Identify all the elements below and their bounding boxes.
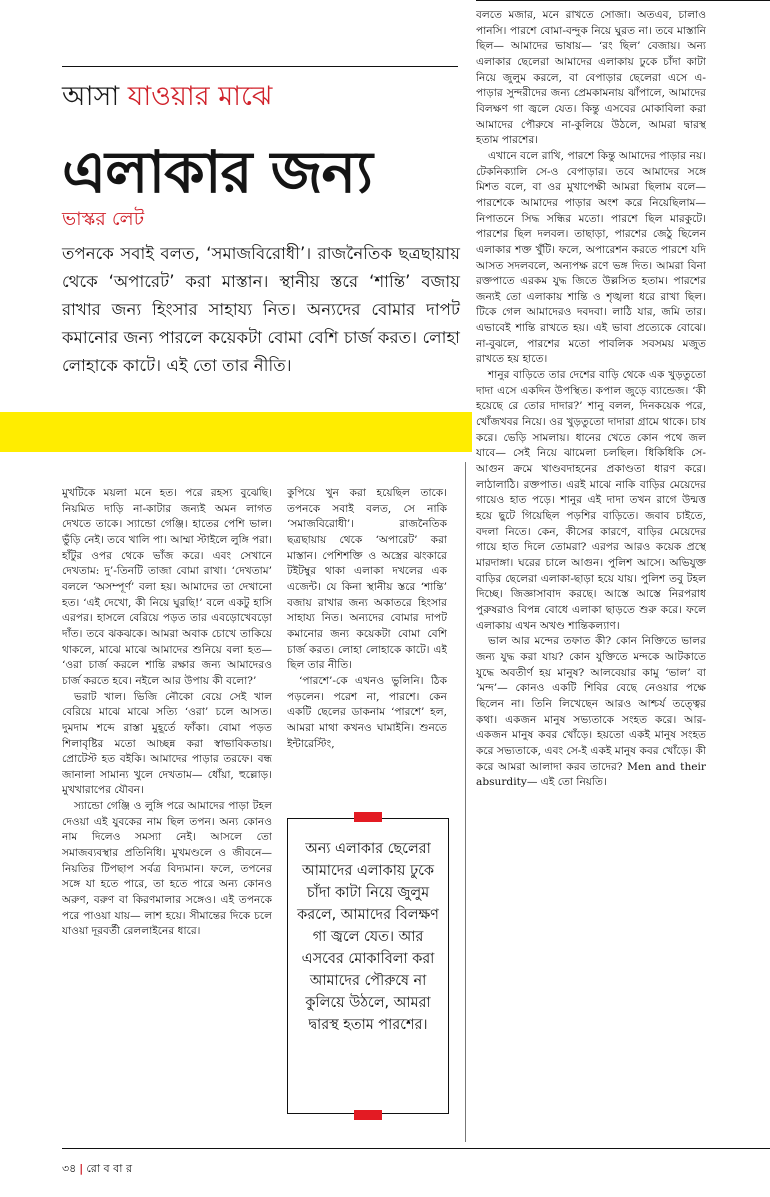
series-title-part1: আসা: [62, 81, 120, 112]
series-title: [62, 76, 272, 121]
intro-standfirst: তপনকে সবাই বলত, ‘সমাজবিরোধী’। রাজনৈতিক ছত্রছায়ায় থেকে ‘অপারেট’ করা মাস্তান। স্থানীয় স্তরে ‘শান্তি’ বজায় রাখার জন্য হিংসার সাহায্য নিত। অন্যদের বোমার দাপট কমানোর জন্য পারলে কয়েকটা বোমা বেশি চার্জ করত। লোহা লোহাকে কাটে। এই তো তার নীতি।: [62, 244, 460, 375]
series-title-part2: যাওয়ার মাঝে: [127, 81, 273, 112]
paragraph: ‘পারশে’-কে এখনও ভুলিনি। ঠিক পড়লেন। পরেশ না, পারশে। কেন একটি ছেলের ডাকনাম ‘পারশে’ হল, আমরা মাথা কখনও ঘামাইনি। শুনতে ইন্টারেস্টিং,: [287, 674, 447, 750]
footer-separator: |: [79, 1162, 84, 1175]
paragraph: এখানে বলে রাখি, পারশে কিন্তু আমাদের পাড়ার নয়। টেকনিক্যালি সে-ও বেপাড়ার। তবে আমাদের সঙ্গে মিশত বলে, বা ওর মুখাপেক্ষী আমরা ছিলাম বলে— পারশেকে আমাদের পাড়ার অংশ করে নিয়েছিলাম— নিপাতনে সিদ্ধ সন্ধির মতো। পারশে ছিল মারকুটে। পারশের ছিল দলবল। তাছাড়া, পারশের জেঠু ছিলেন এলাকার শক্ত খুঁটি। ফলে, অপারেশন করতে পারশে যদি আসত সদলবলে, অন্যপক্ষ রণে ভঙ্গ দিত। আমরা বিনা রক্তপাতে এরকম যুদ্ধ জিতে উল্লসিত হতাম। পারশের জন্যই তো এলাকায় শান্তি ও শৃঙ্খলা ধরে রাখা ছিল। টিকে গেল আমাদেরও দবদবা। লাঠি যার, জমি তার। এভাবেই শান্তি রাখতে হয়। এই ভাবা প্রত্যেকে বোঝে। না-বুঝলে, পারশের মতো পাবলিক সবসময় মজুত রাখতে হয় হাতে।: [476, 149, 706, 366]
paragraph: কুপিয়ে খুন করা হয়েছিল তাকে। তপনকে সবাই বলত, সে নাকি ‘সমাজবিরোধী’। রাজনৈতিক ছত্রছায়ায় থেকে ‘অপারেট’ করা মাস্তান। পেশিশক্তি ও অস্ত্রের ঝংকারে টইটম্বুর থাকা এলাকা দখলের এক এজেন্ট। যে কিনা স্থানীয় স্তরে ‘শান্তি’ বজায় রাখার জন্য অকাতরে হিংসার সাহায্য নিত। অন্যদের বোমার দাপট কমানোর জন্য কয়েকটা বোমা বেশি চার্জ করত। লোহা লোহাকে কাটে। এই ছিল তার নীতি।: [287, 487, 447, 672]
paragraph: শানুর বাড়িতে তার দেশের বাড়ি থেকে এক খুড়তুতো দাদা এসে একদিন উপস্থিত। কপাল জুড়ে ব্যান্ডেজ। ‘কী হয়েছে রে তোর দাদার?’ শানু বলল, দিনকয়েক পরে, খোঁজখবর নিয়ে। ওর খুড়তুতো দাদারা গ্রামে থাকে। চাষ করে। ভেড়ি সামলায়। ধানের খেতে কোন পথে জল যাবে— সেই নিয়ে ঝামেলা চলছিল। ধিকিধিকি সে-আগুন ক্রমে খাণ্ডবদাহনের প্রকাণ্ডতা ধারণ করে। লাঠালাঠি। রক্তপাত। এরই মাঝে নাকি বাড়ির মেয়েদের গায়েও হাত পড়ে। শানুর এই দাদা তখন রাগে উন্মত্ত হয়ে ছুটে গিয়েছিল পড়শির বাড়িতে। জবাব চাইতে, বদলা নিতে। কেন, কীসের কারণে, বাড়ির মেয়েদের গায়ে হাত দিলে তোমরা? এরপর আরও কয়েক প্রস্থে মারদাঙ্গা। ঘরের চালে আগুন। পুলিশ আসে। অভিযুক্ত বাড়ির ছেলেরা এলাকা-ছাড়া হয়ে যায়। পুলিশ তবু টহল দিচ্ছে। জিজ্ঞাসাবাদ করছে। আস্তে আস্তে নিরপরাধ পুরুষরাও বিপন্ন বোধে এলাকা ছাড়তে শুরু করে। ফলে এলাকায় এখন অখণ্ড শান্তিকল্যাণ।: [476, 369, 706, 632]
page-footer: [62, 1160, 132, 1179]
pullquote-bottom-marker: [354, 1110, 382, 1120]
article-title: এলাকার জন্য: [62, 138, 372, 206]
page-number: ৩৪: [62, 1162, 77, 1175]
pullquote-text: অন্য এলাকার ছেলেরা আমাদের এলাকায় ঢুকে চাঁদা কাটা নিয়ে জুলুম করলে, আমাদের বিলক্ষণ গা জ্বলে যেত। আর এসবের মোকাবিলা করা আমাদের পৌরুষে না কুলিয়ে উঠলে, আমরা দ্বারস্থ হতাম পারশের।: [297, 841, 439, 1033]
section-name: রো ব বা র: [86, 1162, 133, 1175]
top-rule-right: [476, 0, 770, 1]
paragraph: মুখটিকে ময়লা মনে হত। পরে রহস্য বুঝেছি। নিয়মিত দাড়ি না-কাটার জন্যই অমন লাগত দেখতে তাকে। স্যান্ডো গেঞ্জি। হাতের পেশি ভাল। ভুঁড়ি নেই। তবে খালি পা। আম্মা স্টাইলে লুঙ্গি পরা। হাঁটুর ওপর থেকে ভাঁজ করে। এবং সেখানে দেখতাম: দু’-তিনটি তাজা বোমা রাখা। ‘দেখতাম’ বললে ‘অসম্পূর্ণ’ বলা হয়। আমাদের তা দেখানো হত। ‘এই দেখো, কী নিয়ে ঘুরছি!’ বলে একটু হাসি এরপর। হাসলে বেরিয়ে পড়ত তার এবড়োখেবড়ো দাঁত। তবে ঝকঝকে। আমরা অবাক চোখে তাকিয়ে থাকলে, মাঝে মাঝে আমাদের শুনিয়ে বলা হত— ‘ওরা চার্জ করলে শান্তি রক্ষার জন্য আমাদেরও চার্জ করতে হবে। নইলে আর উপায় কী বলো?’: [62, 487, 272, 687]
paragraph: ভরাট খাল। ভিজি নৌকো বেয়ে সেই খাল বেরিয়ে মাঝে মাঝে সত্যি ‘ওরা’ চলে আসত। দুমদাম শব্দে রাস্তা মুহূর্তে ফাঁকা। বোমা পড়ত শিলাবৃষ্টির মতো আচ্ছন্ন করা স্বাভাবিকতায়। প্রোটেস্ট হত বইকি। আমাদের পাড়ার তরফে। বন্ধ জানালা সামান্য খুলে দেখতাম— ধোঁয়া, হুল্লোড়। মুখখারাপের যৌবন।: [62, 690, 272, 797]
column-divider: [465, 462, 466, 1142]
paragraph: বলতে মজার, মনে রাখতে সোজা। অতএব, চালাও পানসি। পারশে বোমা-বন্দুক নিয়ে ঘুরত না। তবে মাস্তানি ছিল— আমাদের ভাষায়— ‘রং ছিল’ বেজায়। অন্য এলাকার ছেলেরা আমাদের এলাকায় ঢুকে চাঁদা কাটা নিয়ে জুলুম করলে, বা বেপাড়ার ছেলেরা এসে এ-পাড়ার সুন্দরীদের জন্য প্রেমকামনায় ঝাঁপালে, আমাদের বিলক্ষণ গা জ্বলে যেত। কিন্তু এসবের মোকাবিলা করা আমাদের পৌরুষে না-কুলিয়ে উঠলে, আমরা দ্বারস্থ হতাম পারশের।: [476, 9, 706, 147]
author-byline: ভাস্কর লেট: [62, 208, 145, 230]
article-column-1: [62, 486, 272, 1141]
article-column-3: [476, 8, 706, 1146]
yellow-highlight-bar: [0, 412, 472, 452]
top-rule-left: [62, 66, 458, 67]
paragraph: স্যান্ডো গেঞ্জি ও লুঙ্গি পরে আমাদের পাড়া টহল দেওয়া এই যুবকের নাম ছিল তপন। অন্য কোনও নাম দিলেও সমস্যা নেই। আসলে তো সমাজব্যবস্থার প্রতিনিধি। মুখমণ্ডলে ও জীবনে— নিয়তির টিপছাপ সর্বত্র বিদ্যমান। ফলে, তপনের সঙ্গে যা হতে পারে, তা হতে পারে অন্য কোনও অরুণ, বরুণ বা কিরণমালার সঙ্গেও। এই তপনকে পরে পাওয়া যায়— লাশ হয়ে। সীমান্তের দিকে চলে যাওয়া দূরবর্তী রেললাইনের ধারে।: [62, 800, 272, 938]
article-column-2: [287, 486, 447, 796]
footer-rule: [62, 1148, 770, 1149]
pullquote-top-marker: [354, 812, 382, 822]
paragraph: ভাল আর মন্দের তফাত কী? কোন নিক্তিতে ভালর জন্য যুদ্ধ করা যায়? কোন যুক্তিতে মন্দকে আটকাতে যুদ্ধে অবতীর্ণ হয় মানুষ? আলবেয়ার কামু ‘ভাল’ বা ‘মন্দ’— কোনও একটি শিবির বেছে নেওয়ার পক্ষে ছিলেন না। তিনি লিখেছেন আরও আশ্চর্য তত্ত্বের কথা। একজন মানুষ সভ্যতাকে সংহত করে। আর-একজন মানুষ কবর খোঁড়ে। হয়তো একই মানুষ সংহত করে সভ্যতাকে, এবং সে-ই একই মানুষ কবর খোঁড়ে। কী করে আমরা আলাদা করব তাদের? Men and their absurdity— এই তো নিয়তি।: [476, 635, 706, 789]
